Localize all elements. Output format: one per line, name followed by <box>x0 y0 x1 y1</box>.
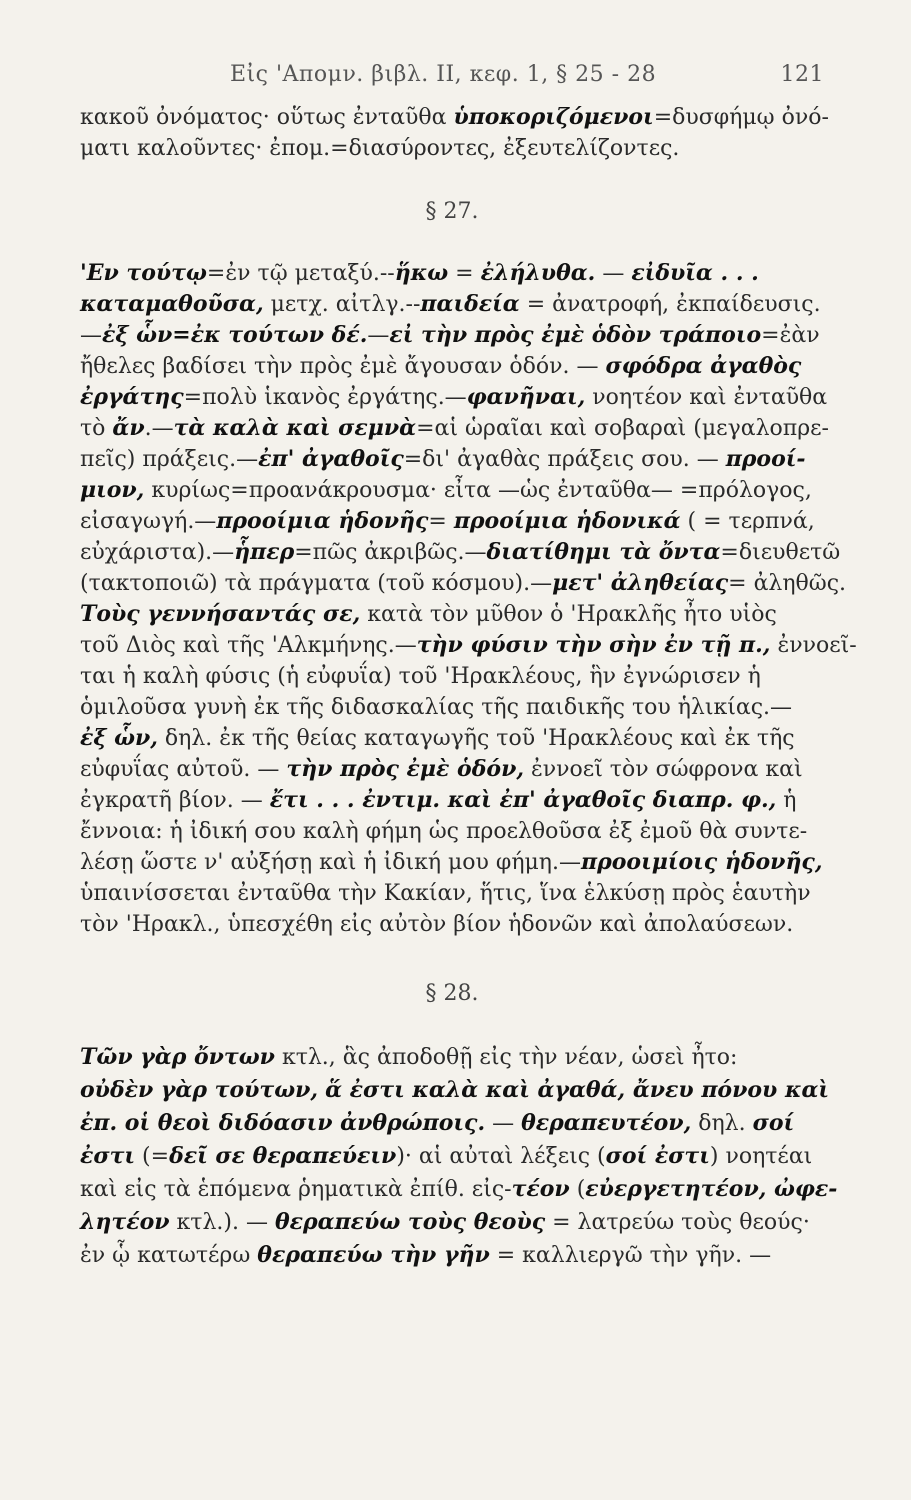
lemma-term: ἐλήλυθα. <box>480 260 596 286</box>
commentary-text: καὶ εἰς τὰ ἑπόμενα ῥηματικὰ ἐπίθ. εἰς- <box>80 1177 512 1202</box>
intro-paragraph <box>80 102 829 164</box>
commentary-text: ἐννοεῖ- <box>770 633 857 658</box>
commentary-text: =ἐν τῷ μεταξύ.-- <box>206 261 395 286</box>
commentary-text: =δυσφήμῳ ὀνό- <box>653 105 829 130</box>
text-line <box>80 475 824 506</box>
text-line <box>80 413 829 444</box>
page-number: 121 <box>780 62 824 87</box>
commentary-text: = <box>428 509 454 534</box>
lemma-term: προοίμια ἡδονικά <box>453 508 681 534</box>
commentary-text: =ἐὰν <box>761 323 820 348</box>
text-line <box>80 723 824 754</box>
commentary-text: τὸ <box>80 416 113 441</box>
text-line <box>80 1206 824 1239</box>
lemma-term: προοίμια ἡδονῆς <box>216 508 429 534</box>
commentary-text: εἰσαγωγή.— <box>80 509 217 534</box>
commentary-text: ματι καλοῦντες· ἐπομ.=διασύροντες, ἐξευτελίζοντες. <box>80 136 680 161</box>
commentary-text: ἡ <box>776 788 797 813</box>
commentary-text: ) νοητέαι <box>709 1144 813 1169</box>
lemma-term: εὐεργετητέον, ὠφε- <box>585 1176 838 1202</box>
commentary-text: )· αἱ αὐταὶ λέξεις ( <box>396 1144 606 1169</box>
commentary-text: νοητέον καὶ ἐνταῦθα <box>585 385 828 410</box>
running-title: Εἰς 'Απομν. βιβλ. ΙΙ, κεφ. 1, § 25 - 28 <box>230 62 657 87</box>
lemma-term: παιδεία <box>420 291 520 317</box>
lemma-term: καταμαθοῦσα, <box>80 291 264 317</box>
lemma-term: σοί ἐστι <box>605 1143 710 1169</box>
lemma-term: ἄν <box>112 415 145 441</box>
lemma-term: προοιμίοις ἡδονῆς, <box>580 849 823 875</box>
lemma-term: ἅ ἐστι καλὰ καὶ ἀγαθά, ἄνευ πόνου καὶ <box>325 1077 830 1103</box>
lemma-term: εἰδυῖα . . . <box>631 260 759 286</box>
page-header <box>80 62 824 102</box>
lemma-term: Τοὺς γεννήσαντάς σε, <box>80 601 361 627</box>
commentary-text: (= <box>135 1144 170 1169</box>
commentary-text: =αἱ ὡραῖαι καὶ σοβαραὶ (μεγαλοπρε- <box>416 416 829 441</box>
text-line <box>80 909 824 940</box>
lemma-term: ἧπερ <box>234 539 295 565</box>
lemma-term: μιον, <box>80 477 145 503</box>
commentary-text: λέσῃ ὥστε ν' αὐξήσῃ καὶ ἡ ἰδική μου φήμη.— <box>80 850 581 875</box>
text-line <box>80 568 847 599</box>
commentary-text: εὐφυΐας αὐτοῦ. — <box>80 757 287 782</box>
commentary-text: =πῶς ἀκριβῶς.— <box>294 540 487 565</box>
commentary-text: κακοῦ ὀνόματος· οὕτως ἐνταῦθα <box>80 105 454 130</box>
text-line <box>80 1173 838 1206</box>
commentary-text: — <box>595 261 632 286</box>
lemma-term: θεραπεύω τοὺς θεοὺς <box>274 1209 546 1235</box>
lemma-term: ἐπ' ἀγαθοῖς <box>258 446 404 472</box>
text-line <box>80 816 824 847</box>
text-line <box>80 506 824 537</box>
commentary-text: εὐχάριστα).— <box>80 540 235 565</box>
lemma-term: ἐξ ὧν=ἐκ τούτων δέ. <box>102 322 368 348</box>
commentary-text: = ἀνατροφή, ἐκπαίδευσις. <box>519 292 821 317</box>
lemma-term: σοί <box>752 1110 795 1136</box>
lemma-term: μετ' ἀληθείας <box>552 570 729 596</box>
text-line <box>80 444 824 475</box>
text-line <box>80 537 841 568</box>
commentary-text: δηλ. ἐκ τῆς θείας καταγωγῆς τοῦ 'Ηρακλέους καὶ ἐκ τῆς <box>157 726 795 751</box>
text-line <box>80 785 824 816</box>
text-line <box>80 1107 824 1140</box>
lemma-term: θεραπεύω τὴν γῆν <box>257 1242 490 1268</box>
lemma-term: ἐξ ὧν, <box>80 725 158 751</box>
commentary-text: = ἀληθῶς. <box>728 571 847 596</box>
commentary-text: δηλ. <box>691 1111 753 1136</box>
commentary-text: κτλ., ἃς ἀποδοθῇ εἰς τὴν νέαν, ὡσεὶ ἦτο: <box>274 1045 738 1070</box>
commentary-text: κατὰ τὸν μῦθον ὁ 'Ηρακλῆς ἦτο υἱὸς <box>360 602 777 627</box>
text-line <box>80 754 824 785</box>
lemma-term: ὑποκοριζόμενοι <box>453 104 654 130</box>
text-line <box>80 1074 830 1107</box>
lemma-term: τέον <box>511 1176 570 1202</box>
lemma-term: ἐπ. οἱ θεοὶ διδόασιν ἀνθρώποις. <box>80 1110 486 1136</box>
section-heading-28: § 28. <box>425 981 479 1006</box>
book-page <box>80 62 857 1272</box>
text-line <box>80 289 824 320</box>
commentary-text: ὁμιλοῦσα γυνὴ ἐκ τῆς διδασκαλίας τῆς παιδικῆς του ἡλικίας.— <box>80 695 793 720</box>
commentary-text: ( = τερπνά, <box>680 509 815 534</box>
lemma-term: διατίθημι τὰ ὄντα <box>486 539 721 565</box>
commentary-text: ὑπαινίσσεται ἐνταῦθα τὴν Κακίαν, ἥτις, ἵνα ἑλκύσῃ πρὸς ἑαυτὴν <box>80 881 811 906</box>
lemma-term: τὴν φύσιν τὴν σὴν ἐν τῇ π., <box>416 632 771 658</box>
lemma-term: εἰ τὴν πρὸς ἐμὲ ὁδὸν τράποιο <box>389 322 762 348</box>
commentary-text: — <box>485 1111 522 1136</box>
text-line <box>80 1041 824 1074</box>
commentary-text: ἤθελες βαδίσει τὴν πρὸς ἐμὲ ἄγουσαν ὁδόν. — <box>80 354 606 379</box>
section-27-text <box>80 258 857 940</box>
commentary-text: =διευθετῶ <box>720 540 841 565</box>
commentary-text: τοῦ Διὸς καὶ τῆς 'Αλκμήνης.— <box>80 633 417 658</box>
commentary-text: — <box>367 323 390 348</box>
text-line <box>80 320 824 351</box>
commentary-text: κυρίως=προανάκρουσμα· εἶτα —ὡς ἐνταῦθα— =πρόλογος, <box>144 478 812 503</box>
commentary-text: .— <box>144 416 174 441</box>
text-line <box>80 258 824 289</box>
commentary-text: ἐγκρατῆ βίον. — <box>80 788 270 813</box>
text-line <box>80 847 824 878</box>
lemma-term: ἐστι <box>80 1143 136 1169</box>
lemma-term: ἔτι . . . ἐντιμ. καὶ ἐπ' ἀγαθοῖς διαπρ. φ., <box>269 787 777 813</box>
commentary-text: ἐννοεῖ τὸν σώφρονα καὶ <box>524 757 803 782</box>
text-line <box>80 878 824 909</box>
text-line <box>80 133 824 164</box>
section-heading-27: § 27. <box>425 199 479 224</box>
commentary-text: = <box>448 261 481 286</box>
commentary-text: ἐν ᾧ κατωτέρω <box>80 1243 258 1268</box>
lemma-term: λητέον <box>80 1209 170 1235</box>
lemma-term: προοί- <box>725 446 806 472</box>
commentary-text: = λατρεύω τοὺς θεούς· <box>545 1210 810 1235</box>
commentary-text: τὸν 'Ηρακλ., ὑπεσχέθη εἰς αὐτὸν βίον ἡδονῶν καὶ ἀπολαύσεων. <box>80 912 794 937</box>
text-line <box>80 692 824 723</box>
commentary-text: (τακτοποιῶ) τὰ πράγματα (τοῦ κόσμου).— <box>80 571 553 596</box>
commentary-text: =δι' ἀγαθὰς πράξεις σου. — <box>403 447 726 472</box>
lemma-term: ἥκω <box>394 260 449 286</box>
lemma-term: τὰ καλὰ καὶ σεμνὰ <box>173 415 417 441</box>
lemma-term: 'Εν τούτῳ <box>80 260 207 286</box>
lemma-term: Τῶν γὰρ ὄντων <box>80 1044 275 1070</box>
text-line <box>80 382 828 413</box>
lemma-term: τὴν πρὸς ἐμὲ ὁδόν, <box>286 756 524 782</box>
commentary-text: =πολὺ ἱκανὸς ἐργάτης.— <box>183 385 467 410</box>
text-line <box>80 1239 824 1272</box>
commentary-text: κτλ.). — <box>169 1210 275 1235</box>
lemma-term: σφόδρα ἀγαθὸς <box>605 353 802 379</box>
commentary-text: ἔννοια: ἡ ἰδική σου καλὴ φήμη ὡς προελθοῦσα ἐξ ἐμοῦ θὰ συντε- <box>80 819 808 844</box>
text-line <box>80 1140 824 1173</box>
lemma-term: ἐργάτης <box>80 384 184 410</box>
commentary-text: πεῖς) πράξεις.— <box>80 447 259 472</box>
lemma-term: θεραπευτέον, <box>521 1110 692 1136</box>
text-line <box>80 599 824 630</box>
commentary-text: = καλλιεργῶ τὴν γῆν. — <box>489 1243 772 1268</box>
section-28-text <box>80 1041 838 1272</box>
text-line <box>80 630 857 661</box>
lemma-term: δεῖ σε θεραπεύειν <box>169 1143 397 1169</box>
lemma-term: φανῆναι, <box>466 384 586 410</box>
commentary-text: μετχ. αἰτλγ.-- <box>263 292 421 317</box>
commentary-text: ται ἡ καλὴ φύσις (ἡ εὐφυΐα) τοῦ 'Ηρακλέους, ἣν ἐγνώρισεν ἡ <box>80 664 761 689</box>
commentary-text: — <box>80 323 102 348</box>
text-line <box>80 661 824 692</box>
lemma-term: οὐδὲν γὰρ τούτων, <box>80 1077 319 1103</box>
text-line <box>80 102 829 133</box>
commentary-text: ( <box>569 1177 586 1202</box>
text-line <box>80 351 824 382</box>
